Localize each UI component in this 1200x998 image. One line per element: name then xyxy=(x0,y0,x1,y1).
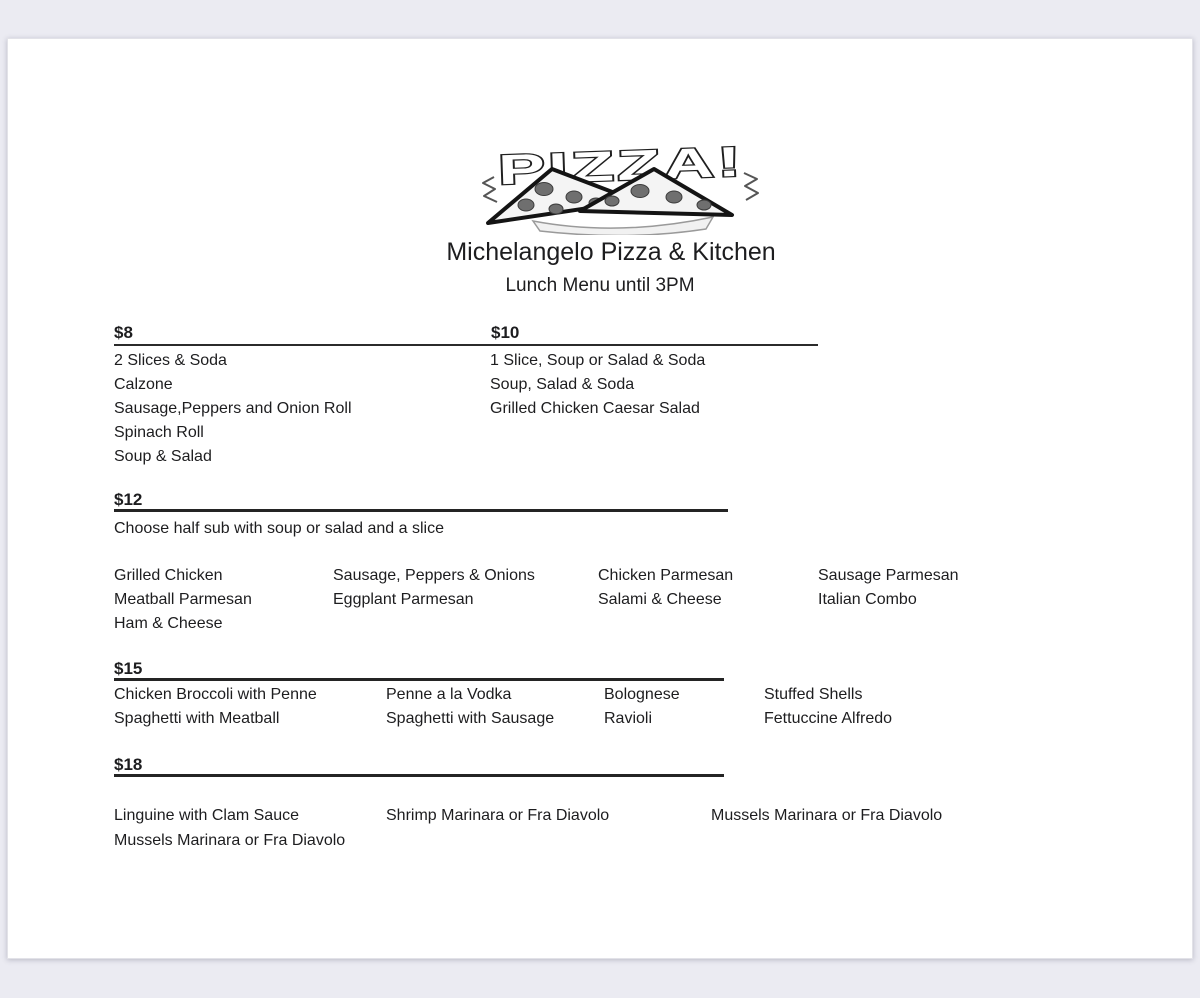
menu-item: Stuffed Shells xyxy=(764,686,863,703)
menu-item: Sausage Parmesan xyxy=(818,567,959,584)
section-12-col-2 xyxy=(333,564,535,612)
menu-item: Grilled Chicken xyxy=(114,567,223,584)
section-18-col-3 xyxy=(711,803,942,828)
section-15-col-4 xyxy=(764,683,892,731)
menu-item: Shrimp Marinara or Fra Diavolo xyxy=(386,807,610,824)
menu-item: Linguine with Clam Sauce xyxy=(114,807,299,824)
menu-item: Mussels Marinara or Fra Diavolo xyxy=(711,807,943,824)
pepperoni xyxy=(535,183,553,196)
price-label-18: $18 xyxy=(114,755,143,774)
price-label-15: $15 xyxy=(114,659,143,678)
pepperoni xyxy=(697,200,711,210)
menu-item: Spaghetti with Meatball xyxy=(114,710,280,727)
menu-item: 2 Slices & Soda xyxy=(114,352,227,369)
menu-item: 1 Slice, Soup or Salad & Soda xyxy=(490,352,706,369)
logo-paper-scribble xyxy=(533,217,713,235)
menu-item: Ham & Cheese xyxy=(114,615,223,632)
section-12-note xyxy=(114,517,444,541)
menu-item: Sausage,Peppers and Onion Roll xyxy=(114,400,352,417)
section-18-col-1 xyxy=(114,803,345,853)
menu-item: Italian Combo xyxy=(818,591,917,608)
pepperoni xyxy=(666,191,682,203)
pepperoni xyxy=(566,191,582,203)
menu-item: Soup & Salad xyxy=(114,448,212,465)
menu-item: Salami & Cheese xyxy=(598,591,722,608)
price-header-12 xyxy=(114,491,728,512)
menu-item: Meatball Parmesan xyxy=(114,591,252,608)
section-10-items xyxy=(490,349,705,421)
menu-item: Calzone xyxy=(114,376,173,393)
menu-item: Sausage, Peppers & Onions xyxy=(333,567,535,584)
pizza-logo-text: PIZZA! xyxy=(497,141,647,194)
price-header-8-10 xyxy=(114,320,818,346)
section-18-col-2 xyxy=(386,803,609,828)
menu-item: Chicken Broccoli with Penne xyxy=(114,686,317,703)
menu-item: Soup, Salad & Soda xyxy=(490,376,635,393)
restaurant-title: Michelangelo Pizza & Kitchen xyxy=(446,238,776,266)
section-15-col-1 xyxy=(114,683,317,731)
price-header-15 xyxy=(114,660,724,681)
section-15-col-2 xyxy=(386,683,554,731)
menu-item: Fettuccine Alfredo xyxy=(764,710,893,727)
burst-right-icon xyxy=(744,173,758,200)
menu-item: Chicken Parmesan xyxy=(598,567,734,584)
pepperoni xyxy=(549,204,563,214)
price-label-8: $8 xyxy=(114,323,133,342)
section-12-col-1 xyxy=(114,564,252,636)
section-12-col-3 xyxy=(598,564,733,612)
pepperoni xyxy=(605,196,619,206)
section-15-col-3 xyxy=(604,683,680,731)
menu-item: Penne a la Vodka xyxy=(386,686,512,703)
section-note: Choose half sub with soup or salad and a slice xyxy=(114,520,444,537)
section-12-col-4 xyxy=(818,564,959,612)
menu-subtitle: Lunch Menu until 3PM xyxy=(505,275,695,296)
menu-item: Eggplant Parmesan xyxy=(333,591,474,608)
pepperoni xyxy=(518,199,534,211)
pizza-logo xyxy=(478,141,762,235)
menu-item: Grilled Chicken Caesar Salad xyxy=(490,400,700,417)
price-header-18 xyxy=(114,756,724,777)
burst-left-icon xyxy=(483,177,497,202)
pepperoni xyxy=(631,185,649,198)
menu-item: Bolognese xyxy=(604,686,680,703)
menu-page xyxy=(7,38,1193,959)
price-label-12: $12 xyxy=(114,490,143,509)
menu-item: Spinach Roll xyxy=(114,424,204,441)
menu-item: Mussels Marinara or Fra Diavolo xyxy=(114,832,346,849)
menu-item: Spaghetti with Sausage xyxy=(386,710,555,727)
section-8-items xyxy=(114,349,352,469)
pizza-logo-illustration xyxy=(478,141,762,235)
menu-item: Ravioli xyxy=(604,710,653,727)
price-label-10: $10 xyxy=(491,323,520,342)
